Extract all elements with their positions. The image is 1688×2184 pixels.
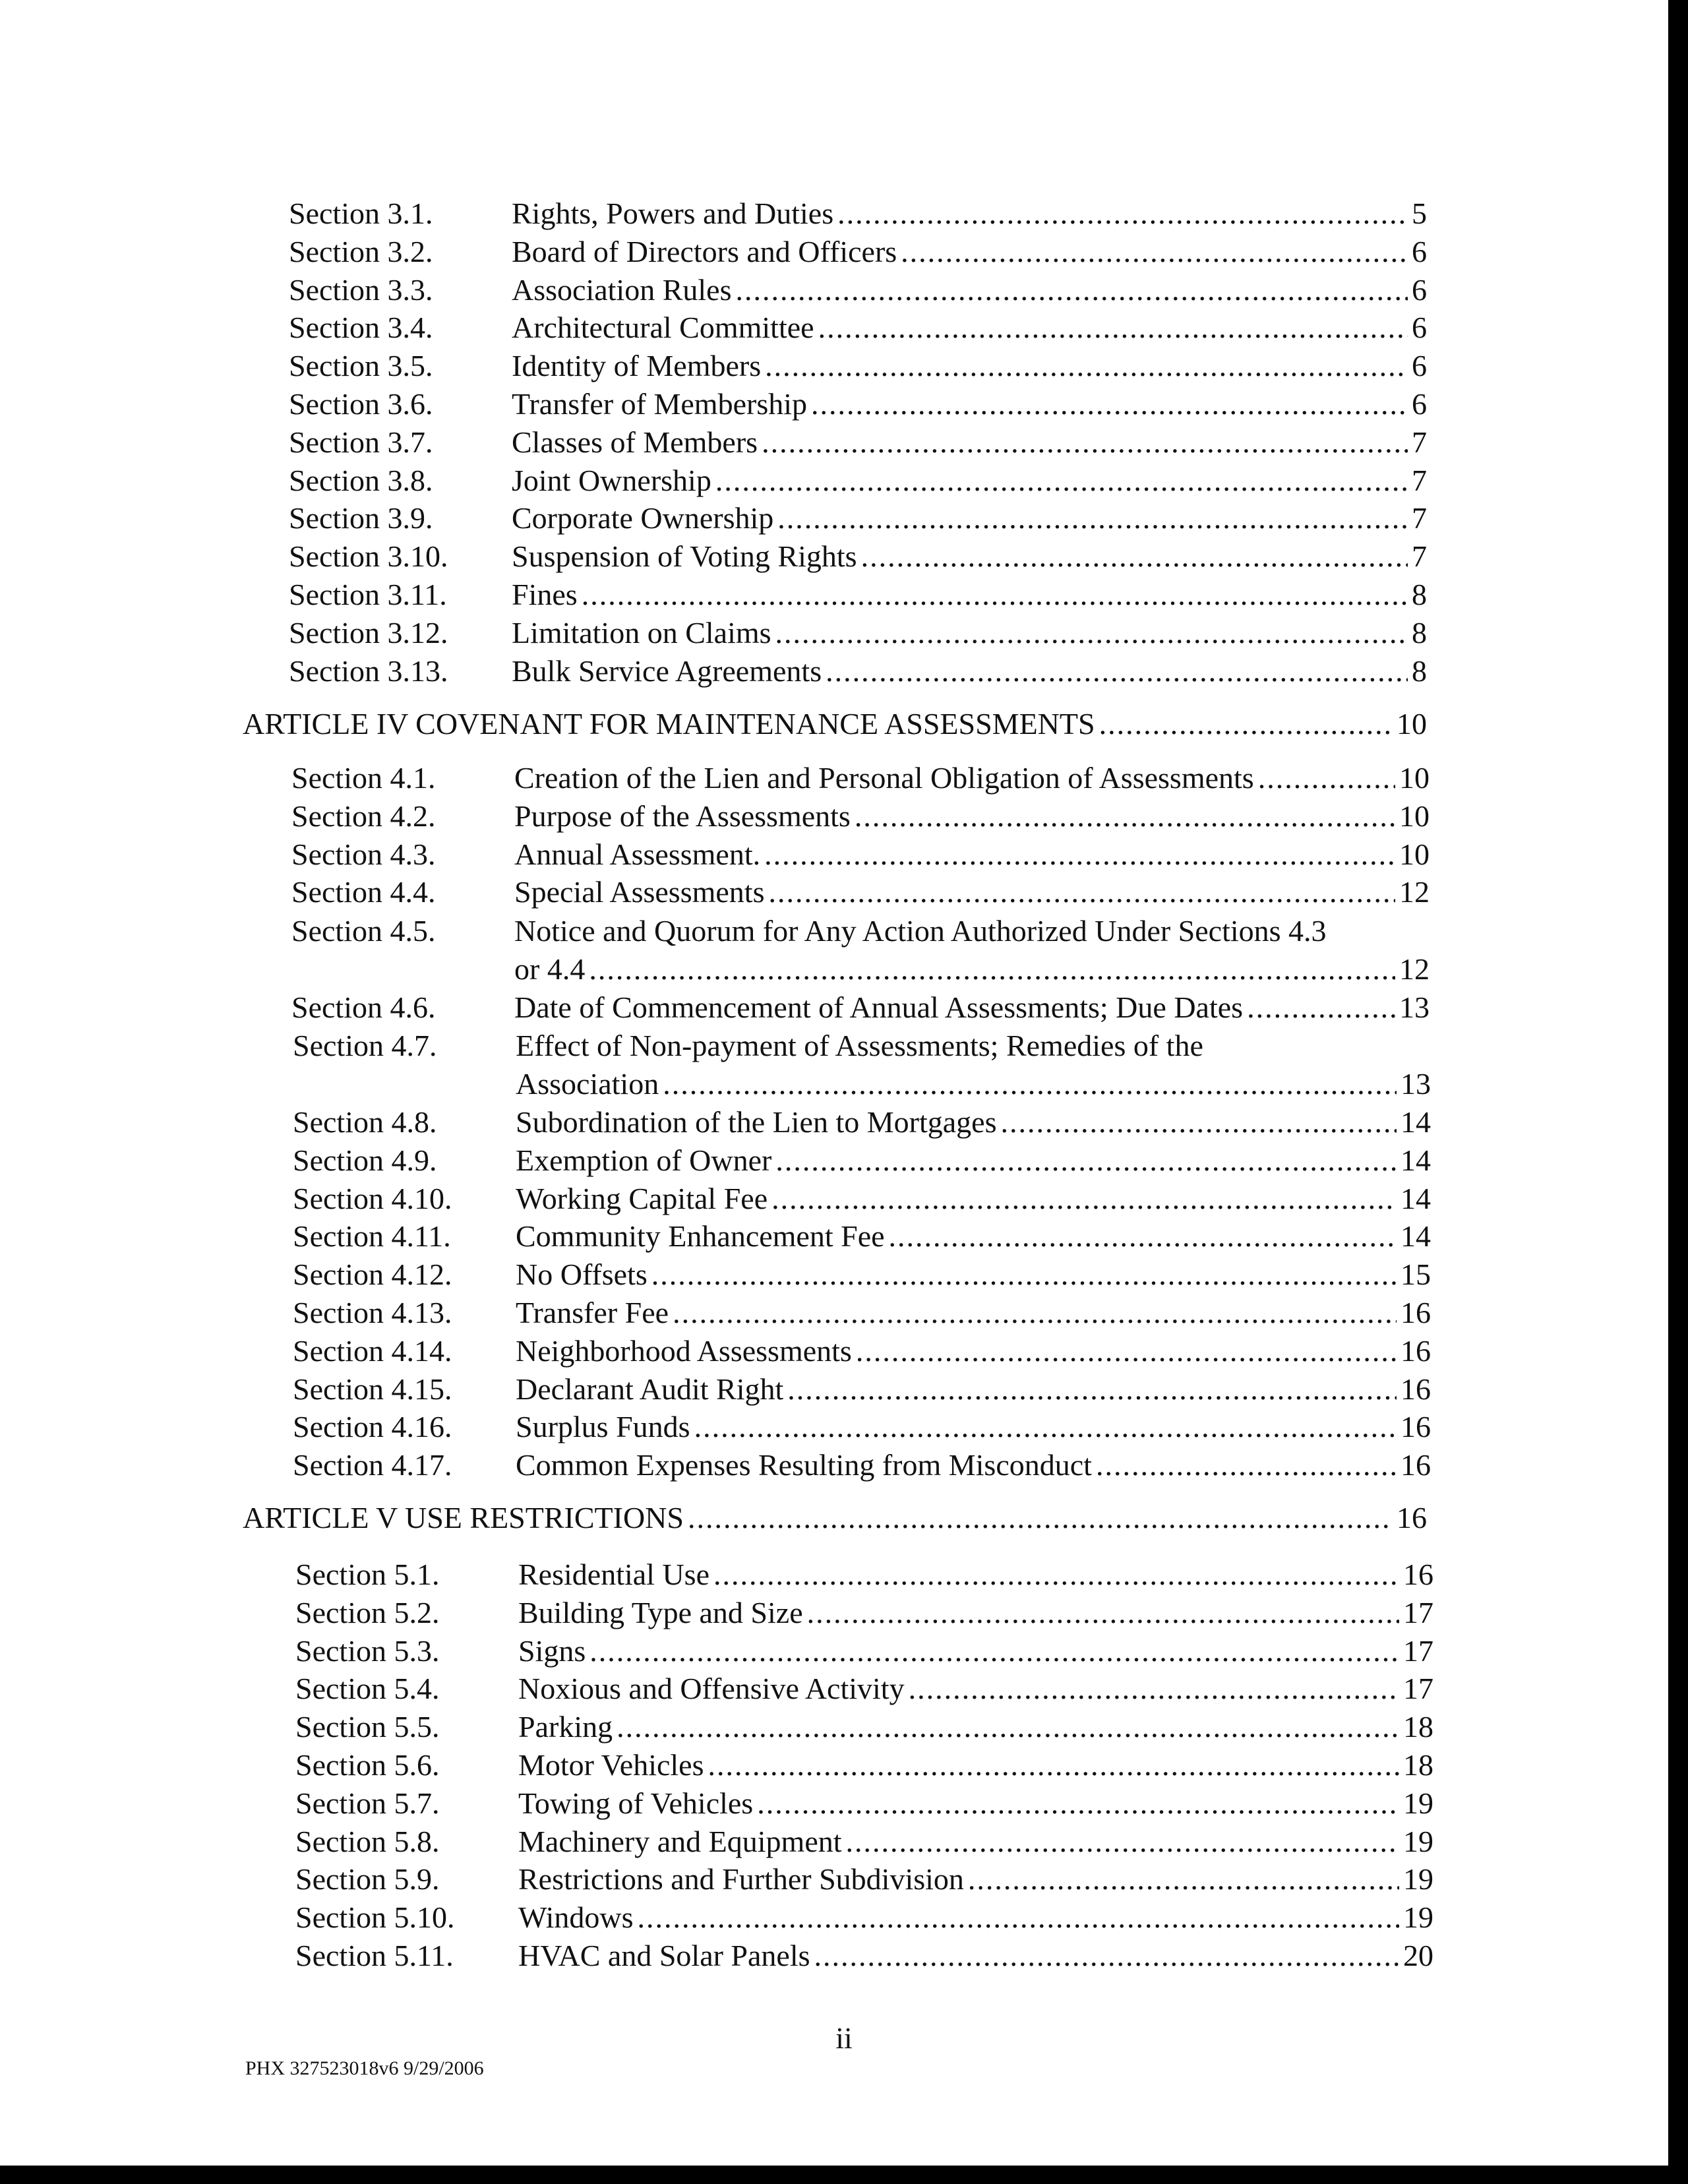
- section-title: Bulk Service Agreements: [512, 654, 822, 688]
- toc-entry-row-continued: [3, 951, 1688, 988]
- dot-leader: [762, 424, 1408, 461]
- scan-edge-right: [1668, 0, 1688, 2184]
- section-label: Section 3.8.: [289, 464, 433, 497]
- section-label: Section 4.14.: [293, 1334, 452, 1368]
- toc-entry-row: [7, 1709, 1688, 1745]
- section-label: Section 5.3.: [295, 1634, 440, 1668]
- toc-entry: [516, 1409, 1431, 1445]
- section-label: Section 5.2.: [295, 1596, 440, 1629]
- section-label: Section 4.6.: [291, 990, 436, 1024]
- toc-entry: [512, 309, 1427, 346]
- toc-entry-row: [0, 272, 1688, 309]
- article-page: 16: [1397, 1501, 1427, 1534]
- section-title: Effect of Non-payment of Assessments; Remedies of the: [516, 1029, 1203, 1062]
- toc-entry-row: [4, 1218, 1688, 1255]
- article-heading: [243, 1500, 1427, 1536]
- document-footer: PHX 327523018v6 9/29/2006: [245, 2057, 484, 2079]
- section-page: 17: [1403, 1672, 1433, 1705]
- section-title: Common Expenses Resulting from Misconduct: [516, 1448, 1092, 1482]
- section-title: Fines: [512, 578, 578, 611]
- section-title: Creation of the Lien and Personal Obligation of Assessments: [514, 761, 1254, 795]
- toc-entry: [516, 1104, 1431, 1141]
- section-page: 19: [1403, 1900, 1433, 1934]
- section-label: Section 3.12.: [289, 616, 448, 650]
- page-number: ii: [835, 2021, 853, 2055]
- dot-leader: [775, 615, 1408, 652]
- toc-entry: [512, 195, 1427, 232]
- section-title: Limitation on Claims: [512, 616, 771, 650]
- section-title: Machinery and Equipment: [518, 1825, 842, 1858]
- section-page: 16: [1403, 1558, 1433, 1591]
- toc-entry-row: [0, 653, 1688, 690]
- dot-leader: [861, 538, 1408, 575]
- section-page: 16: [1401, 1448, 1431, 1482]
- section-title: Surplus Funds: [516, 1410, 690, 1443]
- section-title: Parking: [518, 1710, 613, 1744]
- section-title: Working Capital Fee: [516, 1182, 768, 1215]
- section-title: Association Rules: [512, 273, 732, 307]
- section-page: 12: [1399, 952, 1430, 986]
- dot-leader: [1247, 989, 1395, 1026]
- toc-entry-row: [3, 798, 1688, 835]
- article-title: ARTICLE IV COVENANT FOR MAINTENANCE ASSESSMENTS: [243, 707, 1095, 741]
- section-title: Restrictions and Further Subdivision: [518, 1862, 964, 1896]
- toc-entry: [516, 1256, 1431, 1293]
- dot-leader: [715, 462, 1408, 499]
- toc-entry: [516, 1142, 1431, 1179]
- section-label: Section 4.12.: [293, 1258, 452, 1291]
- toc-entry-row: [0, 386, 1688, 423]
- section-label: Section 4.11.: [293, 1219, 451, 1253]
- dot-leader: [765, 348, 1408, 384]
- section-title: Special Assessments: [514, 875, 765, 909]
- section-page: 16: [1401, 1372, 1431, 1406]
- section-title: Rights, Powers and Duties: [512, 197, 834, 230]
- toc-entry: [514, 951, 1430, 988]
- section-page: 6: [1412, 349, 1427, 382]
- toc-entry-row: [0, 424, 1688, 461]
- dot-leader: [713, 1556, 1399, 1593]
- section-title: Annual Assessment.: [514, 837, 761, 871]
- section-label: Section 5.9.: [295, 1862, 440, 1896]
- section-page: 17: [1403, 1634, 1433, 1668]
- toc-entry-row: [7, 1633, 1688, 1670]
- section-label: Section 5.4.: [295, 1672, 440, 1705]
- toc-entry: [514, 760, 1430, 797]
- toc-entry: [516, 1180, 1431, 1217]
- toc-entry-row: [0, 576, 1688, 613]
- toc-entry-row: [4, 1447, 1688, 1484]
- section-page: 13: [1399, 990, 1430, 1024]
- toc-entry-row: [7, 1899, 1688, 1936]
- section-page: 16: [1401, 1410, 1431, 1443]
- toc-entry: [514, 798, 1430, 835]
- dot-leader: [1258, 760, 1395, 797]
- section-label: Section 4.17.: [293, 1448, 452, 1482]
- section-page: 7: [1412, 501, 1427, 535]
- toc-entry: [516, 1218, 1431, 1255]
- scan-edge-bottom: [0, 2166, 1688, 2184]
- section-page: 8: [1412, 616, 1427, 650]
- section-label: Section 3.10.: [289, 539, 448, 573]
- toc-entry: [512, 424, 1427, 461]
- dot-leader: [811, 386, 1408, 423]
- section-title: Purpose of the Assessments: [514, 799, 851, 833]
- section-title: Transfer of Membership: [512, 387, 808, 421]
- toc-entry: [512, 500, 1427, 537]
- toc-entry-row: [7, 1937, 1688, 1974]
- toc-entry: [512, 233, 1427, 270]
- toc-entry-row: [4, 1294, 1688, 1331]
- section-page: 8: [1412, 654, 1427, 688]
- toc-entry: [514, 989, 1430, 1026]
- toc-entry-row: [7, 1670, 1688, 1707]
- toc-entry: [514, 874, 1430, 911]
- dot-leader: [777, 500, 1408, 537]
- section-page: 6: [1412, 273, 1427, 307]
- section-page: 10: [1399, 837, 1430, 871]
- toc-entry: [518, 1556, 1433, 1593]
- toc-entry: [514, 836, 1430, 873]
- section-label: Section 5.5.: [295, 1710, 440, 1744]
- toc-entry: [518, 1899, 1433, 1936]
- toc-entry: [512, 348, 1427, 384]
- dot-leader: [673, 1294, 1397, 1331]
- section-label: Section 5.11.: [295, 1939, 454, 1972]
- section-page: 19: [1403, 1786, 1433, 1820]
- section-label: Section 4.13.: [293, 1296, 452, 1329]
- section-title: Notice and Quorum for Any Action Authorized Under Sections 4.3: [514, 914, 1327, 948]
- toc-entry: [518, 1709, 1433, 1745]
- dot-leader: [807, 1594, 1399, 1631]
- dot-leader: [1099, 706, 1393, 743]
- section-page: 15: [1401, 1258, 1431, 1291]
- section-title: Windows: [518, 1900, 634, 1934]
- section-page: 7: [1412, 539, 1427, 573]
- article-page: 10: [1397, 707, 1427, 741]
- toc-entry: [516, 1447, 1431, 1484]
- section-page: 18: [1403, 1748, 1433, 1782]
- section-label: Section 3.11.: [289, 578, 447, 611]
- section-page: 13: [1401, 1067, 1431, 1101]
- section-page: 18: [1403, 1710, 1433, 1744]
- section-title: Suspension of Voting Rights: [512, 539, 857, 573]
- section-label: Section 4.9.: [293, 1143, 437, 1177]
- section-title: No Offsets: [516, 1258, 648, 1291]
- section-title: Joint Ownership: [512, 464, 711, 497]
- section-title: Building Type and Size: [518, 1596, 803, 1629]
- section-page: 20: [1403, 1939, 1433, 1972]
- dot-leader: [856, 1333, 1397, 1370]
- section-title-continued: or 4.4: [514, 952, 586, 986]
- section-page: 6: [1412, 387, 1427, 421]
- toc-entry-row: [3, 836, 1688, 873]
- section-title: HVAC and Solar Panels: [518, 1939, 810, 1972]
- dot-leader: [651, 1256, 1397, 1293]
- section-page: 16: [1401, 1334, 1431, 1368]
- dot-leader: [846, 1823, 1399, 1860]
- section-page: 7: [1412, 425, 1427, 459]
- toc-entry-row: [3, 874, 1688, 911]
- dot-leader: [837, 195, 1408, 232]
- section-title: Noxious and Offensive Activity: [518, 1672, 905, 1705]
- section-page: 16: [1401, 1296, 1431, 1329]
- section-page: 6: [1412, 235, 1427, 268]
- toc-entry-row: [4, 1104, 1688, 1141]
- article-heading: [243, 706, 1427, 743]
- section-page: 6: [1412, 311, 1427, 344]
- section-title: Exemption of Owner: [516, 1143, 772, 1177]
- toc-entry: [512, 462, 1427, 499]
- dot-leader: [889, 1218, 1397, 1255]
- toc-entry-row: [0, 462, 1688, 499]
- toc-entry: [512, 615, 1427, 652]
- section-title: Neighborhood Assessments: [516, 1334, 852, 1368]
- toc-entry-row: [0, 348, 1688, 384]
- toc-entry-row: [4, 1256, 1688, 1293]
- section-label: Section 3.6.: [289, 387, 433, 421]
- toc-entry-row: [0, 195, 1688, 232]
- toc-entry-row: [3, 913, 1688, 950]
- toc-entry-row: [0, 233, 1688, 270]
- toc-entry: [518, 1594, 1433, 1631]
- dot-leader: [909, 1670, 1399, 1707]
- toc-entry-row: [4, 1409, 1688, 1445]
- section-title: Board of Directors and Officers: [512, 235, 897, 268]
- toc-entry: [512, 386, 1427, 423]
- section-title: Subordination of the Lien to Mortgages: [516, 1105, 997, 1139]
- section-title: Identity of Members: [512, 349, 762, 382]
- toc-entry-row: [7, 1861, 1688, 1898]
- dot-leader: [617, 1709, 1399, 1745]
- toc-entry: [512, 653, 1427, 690]
- toc-entry: [518, 1670, 1433, 1707]
- dot-leader: [826, 653, 1408, 690]
- toc-entry-row: [4, 1180, 1688, 1217]
- section-label: Section 4.15.: [293, 1372, 452, 1406]
- section-title: Classes of Members: [512, 425, 758, 459]
- dot-leader: [663, 1066, 1397, 1103]
- toc-entry: [518, 1861, 1433, 1898]
- toc-entry-row-continued: [4, 1066, 1688, 1103]
- section-label: Section 3.4.: [289, 311, 433, 344]
- section-page: 14: [1401, 1105, 1431, 1139]
- section-label: Section 4.3.: [291, 837, 436, 871]
- section-label: Section 5.7.: [295, 1786, 440, 1820]
- toc-entry: [518, 1823, 1433, 1860]
- dot-leader: [968, 1861, 1399, 1898]
- section-label: Section 5.8.: [295, 1825, 440, 1858]
- dot-leader: [818, 309, 1408, 346]
- section-label: Section 4.7.: [293, 1029, 437, 1062]
- dot-leader: [688, 1500, 1393, 1536]
- section-page: 12: [1399, 875, 1430, 909]
- dot-leader: [637, 1899, 1399, 1936]
- section-label: Section 5.6.: [295, 1748, 440, 1782]
- dot-leader: [787, 1371, 1397, 1408]
- section-title: Residential Use: [518, 1558, 709, 1591]
- section-title-continued: Association: [516, 1067, 659, 1101]
- section-title: Motor Vehicles: [518, 1748, 704, 1782]
- section-page: 10: [1399, 799, 1430, 833]
- toc-entry: [512, 538, 1427, 575]
- section-page: 17: [1403, 1596, 1433, 1629]
- toc-entry-row: [0, 309, 1688, 346]
- toc-entry-row: [4, 1142, 1688, 1179]
- dot-leader: [901, 233, 1408, 270]
- toc-entry-row: [0, 500, 1688, 537]
- toc-entry: [516, 1371, 1431, 1408]
- dot-leader: [771, 1180, 1397, 1217]
- toc-entry-row: [0, 538, 1688, 575]
- dot-leader: [582, 576, 1408, 613]
- section-title: Declarant Audit Right: [516, 1372, 784, 1406]
- toc-entry-row: [4, 1027, 1688, 1064]
- article-title: ARTICLE V USE RESTRICTIONS: [243, 1501, 684, 1534]
- dot-leader: [1096, 1447, 1397, 1484]
- section-label: Section 4.2.: [291, 799, 436, 833]
- section-label: Section 5.1.: [295, 1558, 440, 1591]
- toc-entry-row: [7, 1594, 1688, 1631]
- section-page: 19: [1403, 1862, 1433, 1896]
- toc-entry: [518, 1785, 1433, 1822]
- dot-leader: [764, 836, 1395, 873]
- section-page: 8: [1412, 578, 1427, 611]
- section-label: Section 4.5.: [291, 914, 436, 948]
- dot-leader: [694, 1409, 1397, 1445]
- section-label: Section 3.3.: [289, 273, 433, 307]
- toc-entry-row: [7, 1556, 1688, 1593]
- dot-leader: [589, 951, 1395, 988]
- toc-entry: [512, 576, 1427, 613]
- dot-leader: [735, 272, 1408, 309]
- toc-entry: [516, 1066, 1431, 1103]
- toc-entry: [516, 1294, 1431, 1331]
- section-title: Towing of Vehicles: [518, 1786, 754, 1820]
- dot-leader: [768, 874, 1395, 911]
- section-title: Community Enhancement Fee: [516, 1219, 885, 1253]
- section-label: Section 4.16.: [293, 1410, 452, 1443]
- section-page: 5: [1412, 197, 1427, 230]
- section-label: Section 3.13.: [289, 654, 448, 688]
- toc-entry-row: [7, 1785, 1688, 1822]
- dot-leader: [855, 798, 1395, 835]
- section-label: Section 4.4.: [291, 875, 436, 909]
- toc-entry-row: [3, 989, 1688, 1026]
- section-page: 14: [1401, 1219, 1431, 1253]
- section-label: Section 3.1.: [289, 197, 433, 230]
- toc-entry: [518, 1747, 1433, 1784]
- section-label: Section 3.5.: [289, 349, 433, 382]
- section-label: Section 5.10.: [295, 1900, 455, 1934]
- toc-entry: [518, 1937, 1433, 1974]
- dot-leader: [814, 1937, 1399, 1974]
- toc-entry: [512, 272, 1427, 309]
- toc-entry: [518, 1633, 1433, 1670]
- section-title: Transfer Fee: [516, 1296, 669, 1329]
- section-title: Architectural Committee: [512, 311, 814, 344]
- section-page: 10: [1399, 761, 1430, 795]
- section-page: 7: [1412, 464, 1427, 497]
- section-title: Corporate Ownership: [512, 501, 774, 535]
- section-label: Section 3.2.: [289, 235, 433, 268]
- section-label: Section 3.7.: [289, 425, 433, 459]
- dot-leader: [589, 1633, 1399, 1670]
- toc-entry-row: [7, 1823, 1688, 1860]
- section-page: 19: [1403, 1825, 1433, 1858]
- section-label: Section 4.1.: [291, 761, 436, 795]
- dot-leader: [708, 1747, 1399, 1784]
- dot-leader: [775, 1142, 1397, 1179]
- toc-entry-row: [7, 1747, 1688, 1784]
- section-page: 14: [1401, 1143, 1431, 1177]
- section-label: Section 4.8.: [293, 1105, 437, 1139]
- dot-leader: [757, 1785, 1399, 1822]
- section-title: Signs: [518, 1634, 586, 1668]
- section-label: Section 4.10.: [293, 1182, 452, 1215]
- toc-entry-row: [3, 760, 1688, 797]
- section-title: Date of Commencement of Annual Assessments; Due Dates: [514, 990, 1244, 1024]
- section-page: 14: [1401, 1182, 1431, 1215]
- section-label: Section 3.9.: [289, 501, 433, 535]
- toc-entry-row: [0, 615, 1688, 652]
- dot-leader: [1001, 1104, 1397, 1141]
- toc-entry-row: [4, 1333, 1688, 1370]
- toc-entry-row: [4, 1371, 1688, 1408]
- toc-entry: [516, 1333, 1431, 1370]
